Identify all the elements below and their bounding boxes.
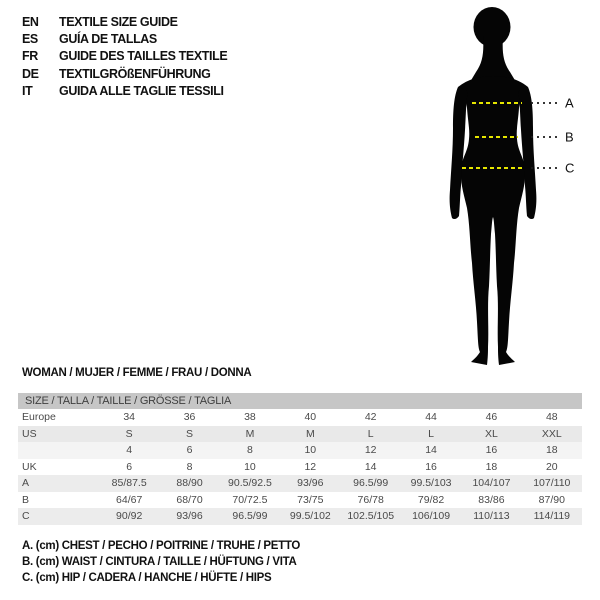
row-value: 10: [244, 460, 256, 473]
row-value: M: [305, 427, 315, 440]
row-value: 88/90: [176, 477, 203, 489]
lang-code-en: EN: [22, 14, 39, 29]
size-table-body: [18, 409, 582, 525]
row-value: 44: [425, 411, 437, 423]
legend-hip: C. (cm) HIP / CADERA / HANCHE / HÜFTE / HIPS: [22, 572, 272, 584]
row-value: 16: [485, 444, 498, 456]
row-value: L: [367, 427, 374, 440]
lang-code-it: IT: [22, 84, 33, 99]
row-label: [18, 442, 99, 459]
row-value: 42: [364, 411, 377, 423]
row-value: XL: [485, 427, 498, 440]
lang-code-fr: FR: [22, 49, 38, 64]
table-row: [18, 426, 582, 443]
measurement-legend: [22, 538, 300, 586]
row-value: M: [245, 427, 255, 440]
table-row: [18, 508, 582, 525]
row-value: 79/82: [417, 493, 445, 506]
chest-label: A: [565, 95, 574, 111]
table-row: [18, 475, 582, 492]
language-title-list: [22, 13, 227, 100]
row-value: 20: [545, 460, 558, 473]
row-value: 99.5/103: [410, 477, 452, 489]
table-row: [18, 409, 582, 426]
legend-chest: A. (cm) CHEST / PECHO / POITRINE / TRUHE / PETTO: [22, 540, 301, 552]
row-value: 102.5/105: [347, 510, 395, 522]
section-title-woman: WOMAN / MUJER / FEMME / FRAU / DONNA: [22, 367, 252, 379]
row-label: US: [22, 427, 37, 440]
row-value: 73/75: [297, 493, 324, 506]
lang-code-de: DE: [22, 66, 39, 81]
row-value: 12: [304, 460, 317, 473]
row-value: 36: [183, 411, 196, 423]
table-row: [18, 442, 582, 459]
table-row: [18, 459, 582, 476]
row-value: S: [186, 427, 194, 440]
row-value: 104/107: [472, 477, 511, 489]
row-value: 12: [364, 444, 377, 456]
row-value: 107/110: [533, 477, 571, 489]
hip-label: C: [565, 160, 575, 176]
row-value: 87/90: [538, 493, 565, 506]
woman-silhouette-figure: [420, 0, 600, 380]
lang-row-es: [22, 30, 227, 47]
row-value: 48: [545, 411, 558, 423]
row-label: UK: [22, 460, 37, 473]
row-value: 70/72.5: [232, 493, 268, 506]
row-value: 46: [485, 411, 498, 423]
silhouette-neck: [470, 36, 516, 82]
row-value: 8: [186, 460, 193, 473]
row-value: 38: [244, 411, 256, 423]
row-value: 96.5/99: [353, 477, 389, 489]
row-value: 14: [425, 444, 437, 456]
row-value: 10: [304, 444, 317, 456]
lang-code-es: ES: [22, 32, 38, 47]
row-value: 8: [247, 444, 253, 456]
row-label: Europe: [22, 411, 56, 423]
row-value: 4: [126, 444, 133, 456]
row-value: 110/113: [473, 510, 510, 522]
row-value: 93/96: [176, 510, 203, 522]
row-value: 114/119: [533, 510, 571, 522]
row-value: 85/87.5: [111, 477, 147, 489]
legend-waist: B. (cm) WAIST / CINTURA / TAILLE / HÜFTUNG / VITA: [22, 556, 297, 568]
row-value: XXL: [541, 427, 562, 440]
row-value: L: [428, 427, 434, 440]
row-value: 34: [123, 411, 136, 423]
row-value: 90/92: [116, 510, 143, 522]
row-value: 40: [304, 411, 317, 423]
row-value: 83/86: [478, 493, 505, 506]
row-label: A: [22, 477, 30, 489]
row-value: 96.5/99: [232, 510, 268, 522]
row-value: 14: [364, 460, 377, 473]
lang-title-de: TEXTILGRÖßENFÜHRUNG: [59, 66, 211, 81]
lang-title-es: GUÍA DE TALLAS: [59, 32, 157, 47]
table-row: [18, 492, 582, 509]
lang-row-de: [22, 65, 227, 82]
size-table: [18, 393, 582, 525]
row-value: 90.5/92.5: [228, 477, 272, 489]
row-value: S: [125, 427, 133, 440]
lang-row-fr: [22, 48, 227, 65]
waist-label: B: [565, 129, 574, 145]
silhouette-body: [458, 76, 528, 365]
lang-row-en: [22, 13, 227, 30]
lang-title-fr: GUIDE DES TAILLES TEXTILE: [59, 49, 228, 64]
row-value: 16: [425, 460, 437, 473]
size-table-header: SIZE / TALLA / TAILLE / GRÖSSE / TAGLIA: [18, 393, 582, 409]
row-label: B: [22, 493, 30, 506]
row-value: 18: [545, 444, 558, 456]
row-value: 6: [126, 460, 133, 473]
row-value: 18: [485, 460, 498, 473]
row-value: 6: [186, 444, 193, 456]
lang-title-en: TEXTILE SIZE GUIDE: [59, 14, 178, 29]
row-value: 76/78: [357, 493, 384, 506]
row-value: 93/96: [297, 477, 324, 489]
row-value: 99.5/102: [289, 510, 331, 522]
lang-row-it: [22, 83, 227, 100]
row-value: 68/70: [176, 493, 203, 506]
row-label: C: [22, 510, 30, 522]
row-value: 106/109: [412, 510, 451, 522]
row-value: 64/67: [116, 493, 143, 506]
lang-title-it: GUIDA ALLE TAGLIE TESSILI: [59, 84, 224, 99]
